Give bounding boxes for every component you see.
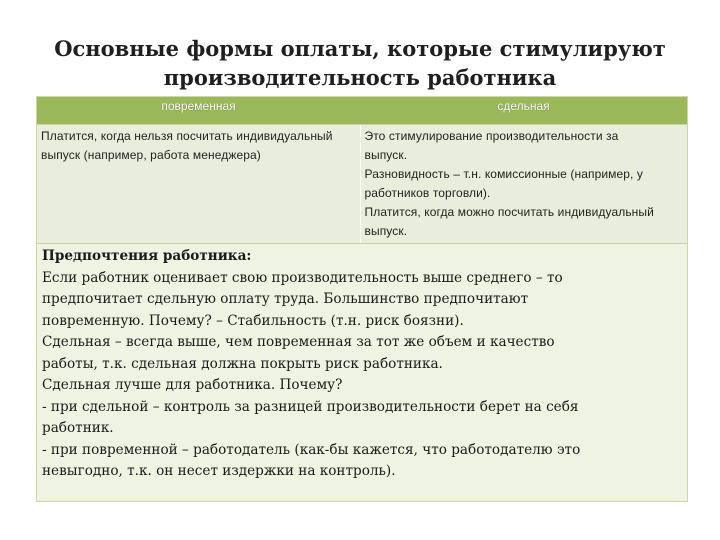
preferences-line: Если работник оценивает свою производительность выше среднего – то [42, 269, 563, 286]
header-piece-rate: сдельная [497, 99, 550, 113]
preferences-line: работник. [42, 420, 114, 436]
preferences-line: Сдельная лучше для работника. Почему? [42, 377, 343, 393]
slide-title [0, 34, 720, 92]
preferences-line: Сдельная – всегда выше, чем повременная за тот же объем и качество [42, 334, 555, 350]
table-row [37, 124, 687, 243]
table-header-row [37, 97, 687, 124]
slide-title-line-2: производительность работника [163, 65, 557, 90]
preferences-line: - при сдельной – контроль за разницей производительности берет на себя [42, 398, 579, 415]
worker-preferences-block [37, 243, 687, 501]
time-based-description [37, 125, 361, 243]
preferences-line: повременную. Почему? – Стабильность (т.н. риск боязни). [42, 312, 464, 329]
preferences-line: невыгодно, т.к. он несет издержки на контроль). [42, 463, 396, 479]
preferences-line: - при повременной – работодатель (как-бы кажется, что работодателю это [42, 441, 581, 458]
text-line: Разновидность – т.н. комиссионные (например, у [364, 167, 644, 181]
text-line: выпуск. [364, 224, 408, 238]
payment-forms-table [36, 96, 688, 502]
piece-rate-description [361, 125, 688, 243]
preferences-line: работы, т.к. сдельная должна покрыть риск работника. [42, 355, 443, 372]
header-time-based: повременная [161, 99, 236, 113]
slide-title-line-1: Основные формы оплаты, которые стимулируют [54, 36, 666, 61]
text-line: работников торговли). [364, 186, 491, 200]
text-line: Платится, когда можно посчитать индивидуальный [364, 205, 654, 219]
text-line: выпуск (например, работа менеджера) [41, 148, 261, 162]
text-line: выпуск. [364, 148, 408, 162]
text-line: Платится, когда нельзя посчитать индивидуальный [41, 129, 333, 143]
preferences-heading: Предпочтения работника: [42, 248, 252, 264]
text-line: Это стимулирование производительности за [364, 129, 619, 143]
preferences-line: предпочитает сдельную оплату труда. Большинство предпочитают [42, 291, 529, 307]
